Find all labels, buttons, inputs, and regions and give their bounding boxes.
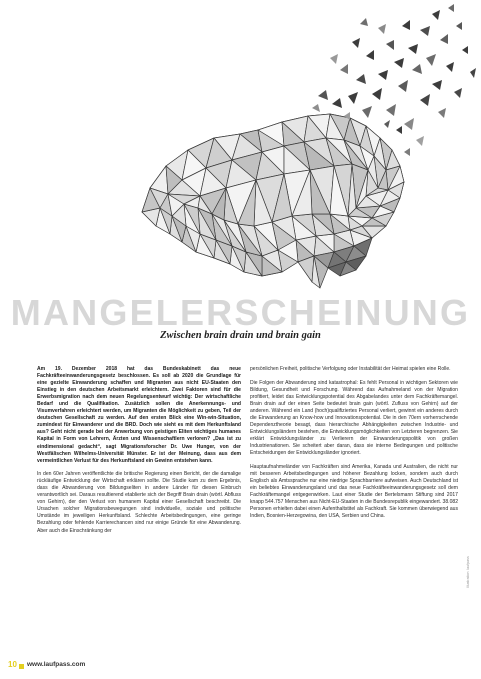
brain-illustration — [0, 0, 481, 300]
page-number: 10 — [8, 660, 17, 669]
page-footer — [0, 659, 481, 679]
body-paragraph: persönlichen Freiheit, politische Verfolgung oder Instabilität der Heimat spielen eine Rolle. — [250, 366, 451, 372]
article-subtitle: Zwischen brain drain und brain gain — [160, 330, 321, 341]
body-paragraph: Hauptaufnahmeländer von Fachkräften sind Amerika, Kanada und Australien, die nicht nur mit besseren Arbeitsbedingungen und höherer Bezahlung locken, sondern auch durch Englisch als Amtssprache nur eine niedrige Sprachbarriere aufweisen. Auch Deutschland ist ein beliebtes Einwanderungsland und das neue Fachkräfteeinwanderungsgesetz soll dem Fachkräftemangel entgegenwirken. Laut einer Studie der Bertelsmann Stiftung sind 2017 knapp 544.757 Menschen aus Nicht-EU-Staaten in die Bundesrepublik eingewandert. 38.082 Personen erhielten dabei einen Aufenthaltstitel als Fachkraft. Sie kommen überwiegend aus Indien, Bosnien-Herzegowina, den USA, Serbien und China. — [250, 463, 458, 519]
right-text-column — [250, 366, 458, 526]
website-link[interactable]: www.laufpass.com — [27, 661, 86, 668]
body-paragraph: In den 60er Jahren veröffentlichte die britische Regierung einen Bericht, der die damalige rückläufige Entwicklung der Wirtschaft erklären sollte. Die Studie kam zu dem Ergebnis, dass die Abwanderung von Bildungseliten in andere Länder für diesen Einbruch verantwortlich sei. Daraus resultierend etablierte sich der Begriff Brain drain (wörtl. Abfluss von Gehirn), der den Verlust von humanem Kapital einer Gesellschaft beschreibt. Die Ursachen solcher Migrationsbewegungen sind individuelle, soziale und politische Umstände im jeweiligen Herkunftsland. Schlechte Arbeitsbedingungen, eine geringe Bezahlung oder fehlende Karrierechancen sind nur einige Gründe für eine Abwanderung. Aber auch die Einschränkung der — [37, 471, 241, 534]
body-paragraph: Die Folgen der Abwanderung sind katastrophal: Es fehlt Personal in wichtigen Sektoren wie Bildung, Gesundheit und Forschung. Während das Aufnahmeland von der Migration profitiert, leidet das Entwicklungspotential des Abgabelandes unter dem Fachkräftemangel. Brain drain auf der einen Seite bedeutet brain gain (wörtl. Zufluss von Gehirn) auf der anderen. Während ein Land (hoch)qualifiziertes Personal verliert, gewinnt ein anderes durch die Einwanderung an Know-how und Innovationspotential. Die in den 70ern vorherrschende Dependenztheorie besagt, dass hierarchische Abhängigkeiten zwischen Industrie- und Entwicklungsländern bestehen, die Entwicklungsmöglichkeiten von Letzteren begrenzen. Sie erklärt Entwicklungsländer zu Verlierern der Einwanderungspolitik von großen Industrienationen. Sie scheitert aber daran, dass sie interne Bedingungen und politische Entscheidungen der Entwicklungsländer ignoriert. — [250, 379, 458, 457]
article-headline: MANGELERSCHEINUNG — [10, 292, 471, 333]
brain-shape — [142, 114, 404, 288]
left-text-column — [37, 366, 241, 541]
image-credit: Illustration: laufpass — [466, 556, 470, 588]
accent-square-icon — [19, 664, 24, 669]
lead-paragraph: Am 19. Dezember 2018 hat das Bundeskabinett das neue Fachkräfteeinwanderungsgesetz beschlossen. Es soll ab 2020 die Grundlage für eine gezielte Einwanderung schaffen und Migranten aus nicht EU-Staaten den Einstieg in den deutschen Arbeitsmarkt erleichtern. Zwei Faktoren sind für die Erwerbsmigration nach dem neuen Regelungsentwurf wichtig: Der wirtschaftliche Bedarf und die Qualifikation. Zusätzlich sollen die Anerkennungs- und Visumverfahren erleichtert werden, um Migranten die Möglichkeit zu geben, Teil der deutschen Gesellschaft zu werden. Auf den ersten Blick eine Win-win-Situation, zumindest für Einwanderer und die BRD. Doch wie sieht es mit dem Herkunftsland aus? Geht nicht gerade bei der Anwerbung von geistigen Eliten wichtiges humanes Kapital in Form von Lehrern, Ärzten und Wissenschaftlern verloren? „Das ist zu eindimensional gedacht“, sagt Migrationsforscher Dr. Uwe Hunger, von der Westfälischen Wilhelms-Universität Münster. Er ist der Meinung, dass aus dem vermeintlichen Verlust für des Herkunftsland ein Gewinn entstehen kann. — [37, 366, 241, 464]
